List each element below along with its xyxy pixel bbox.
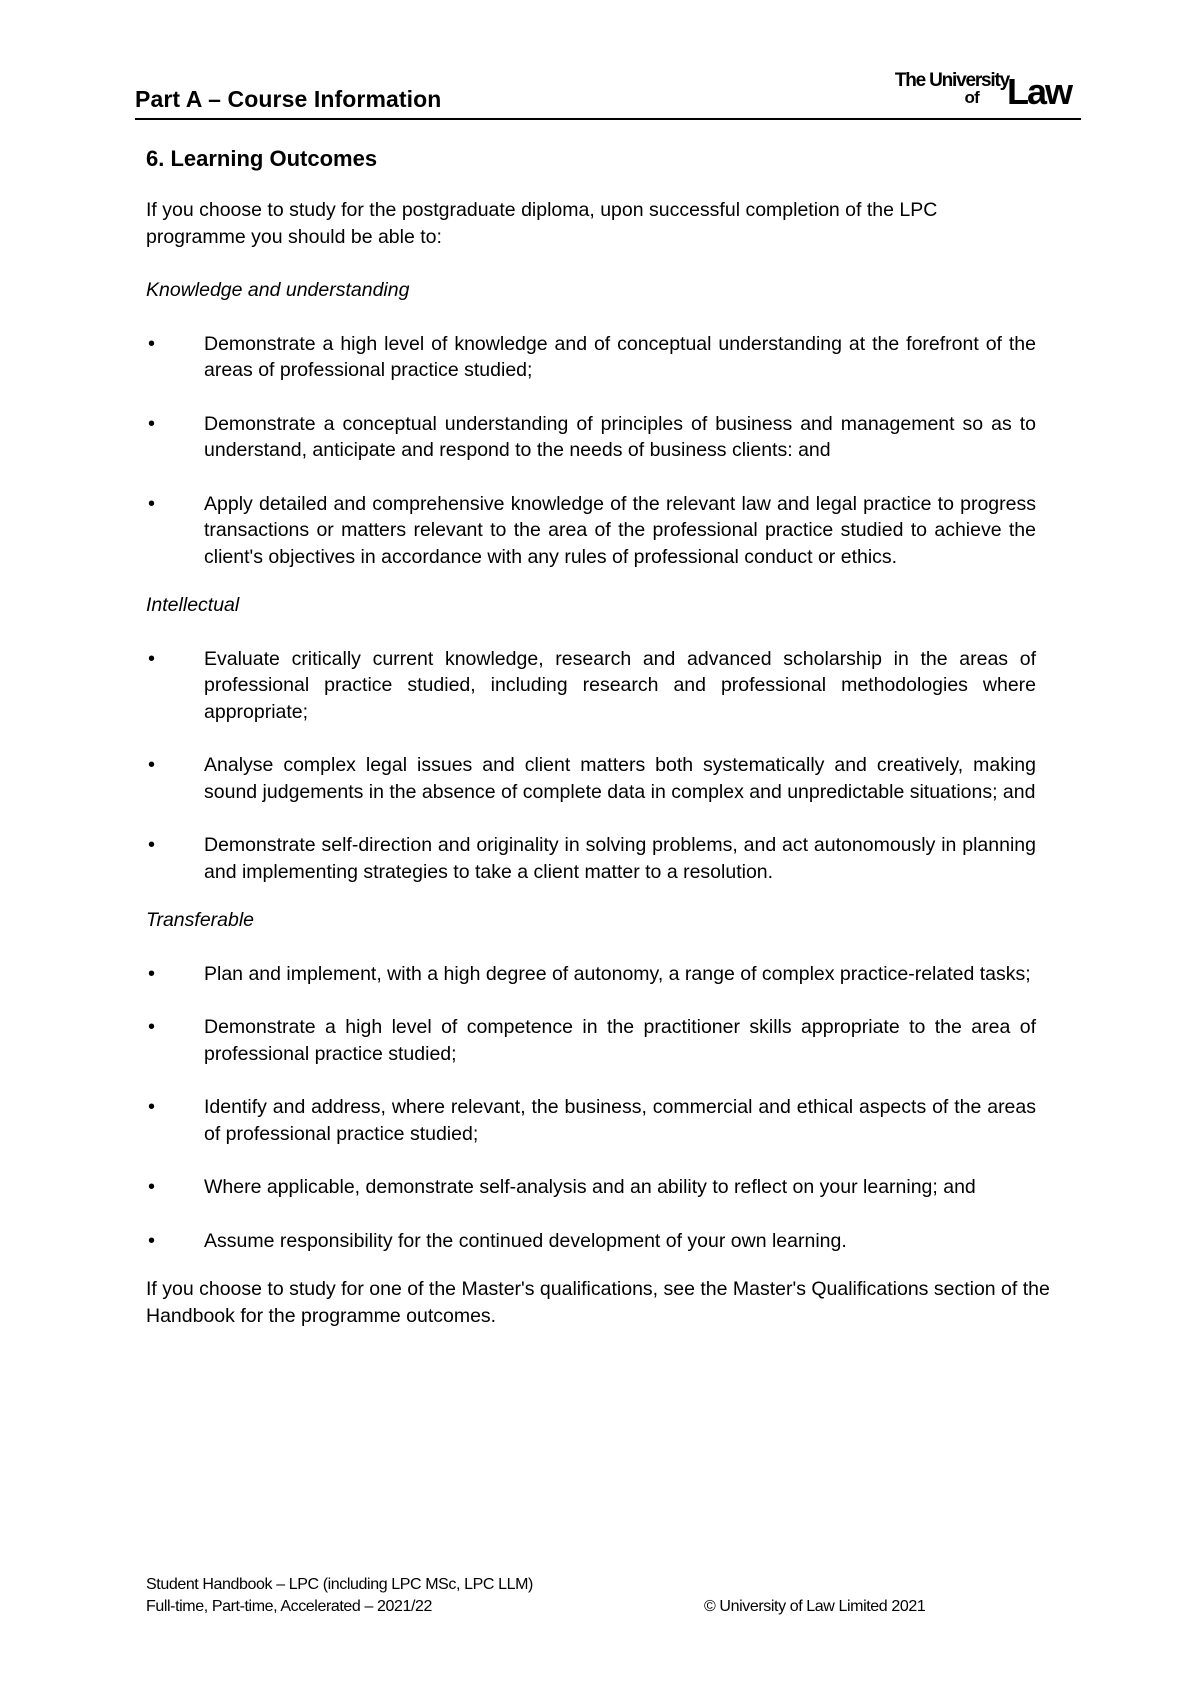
- bullet-icon: •: [148, 834, 156, 856]
- list-item: [146, 961, 1036, 988]
- bullet-icon: •: [148, 332, 156, 355]
- page-footer: [146, 1574, 986, 1618]
- bullet-list: [146, 961, 1060, 1255]
- list-item: [146, 1228, 1036, 1255]
- bullet-list: [146, 646, 1060, 886]
- bullet-icon: •: [148, 1229, 156, 1252]
- list-item-text: Where applicable, demonstrate self-analysis and an ability to reflect on your learning; and: [204, 1176, 976, 1198]
- list-item: [146, 1174, 1036, 1201]
- footer-mode-year: Full-time, Part-time, Accelerated – 2021/22: [146, 1598, 433, 1615]
- bullet-icon: •: [148, 754, 156, 776]
- group-heading: Transferable: [146, 909, 255, 931]
- section-title: 6. Learning Outcomes: [146, 146, 378, 171]
- list-item-text: Analyse complex legal issues and client matters both systematically and creatively, making sound judgements in the absence of complete data in complex and unpredictable situations; and: [204, 754, 1036, 803]
- list-item: [146, 832, 1036, 885]
- list-item: [146, 1014, 1036, 1067]
- list-item-text: Apply detailed and comprehensive knowledge of the relevant law and legal practice to progress transactions or matters relevant to the area of the professional practice studied to achieve the client's objectives in accordance with any rules of professional conduct or ethics.: [204, 492, 1036, 568]
- bullet-list: [146, 331, 1060, 571]
- bullet-icon: •: [148, 962, 156, 985]
- list-item: [146, 1094, 1036, 1147]
- outcome-group-intellectual: [146, 592, 1060, 885]
- university-logo: [861, 70, 1071, 110]
- bullet-icon: •: [148, 1176, 156, 1198]
- outro-paragraph: If you choose to study for one of the Master's qualifications, see the Master's Qualifications section of the Handbook for the programme outcomes.: [146, 1278, 1050, 1327]
- intro-paragraph: If you choose to study for the postgraduate diploma, upon successful completion of the LPC programme you should be able to:: [146, 199, 938, 248]
- bullet-icon: •: [148, 1016, 156, 1038]
- group-heading: Knowledge and understanding: [146, 279, 410, 301]
- footer-handbook-title: Student Handbook – LPC (including LPC MSc, LPC LLM): [146, 1576, 533, 1593]
- list-item-text: Demonstrate a high level of competence in the practitioner skills appropriate to the area of professional practice studied;: [204, 1016, 1036, 1065]
- bullet-icon: •: [148, 1096, 156, 1118]
- list-item-text: Assume responsibility for the continued development of your own learning.: [204, 1229, 847, 1252]
- main-content: [146, 145, 1060, 1329]
- logo-text-law: Law: [1006, 71, 1071, 112]
- list-item-text: Demonstrate a conceptual understanding of principles of business and management so as to understand, anticipate and respond to the needs of business clients: and: [204, 412, 1036, 461]
- outcome-group-transferable: [146, 907, 1060, 1254]
- list-item: [146, 646, 1036, 726]
- list-item-text: Plan and implement, with a high degree of autonomy, a range of complex practice-related tasks;: [204, 962, 1031, 985]
- logo-text-of: of: [964, 88, 979, 107]
- list-item: [146, 491, 1036, 571]
- page-header: [135, 64, 1081, 120]
- bullet-icon: •: [148, 492, 156, 515]
- bullet-icon: •: [148, 412, 156, 435]
- list-item: [146, 411, 1036, 464]
- list-item-text: Demonstrate self-direction and originality in solving problems, and act autonomously in planning and implementing strategies to take a client matter to a resolution.: [204, 834, 1036, 883]
- outcome-group-knowledge: [146, 277, 1060, 570]
- list-item: [146, 331, 1036, 384]
- footer-copyright: © University of Law Limited 2021: [704, 1598, 926, 1615]
- list-item-text: Evaluate critically current knowledge, research and advanced scholarship in the areas of professional practice studied, including research and professional methodologies where appropriate;: [204, 647, 1036, 723]
- list-item: [146, 752, 1036, 805]
- header-title: Part A – Course Information: [135, 86, 442, 112]
- footer-line-2: [146, 1596, 986, 1618]
- logo-text-the-university: The University: [894, 70, 1009, 91]
- group-heading: Intellectual: [146, 594, 240, 616]
- list-item-text: Demonstrate a high level of knowledge and of conceptual understanding at the forefront of the areas of professional practice studied;: [204, 332, 1036, 381]
- bullet-icon: •: [148, 647, 156, 670]
- list-item-text: Identify and address, where relevant, the business, commercial and ethical aspects of the areas of professional practice studied;: [204, 1096, 1036, 1145]
